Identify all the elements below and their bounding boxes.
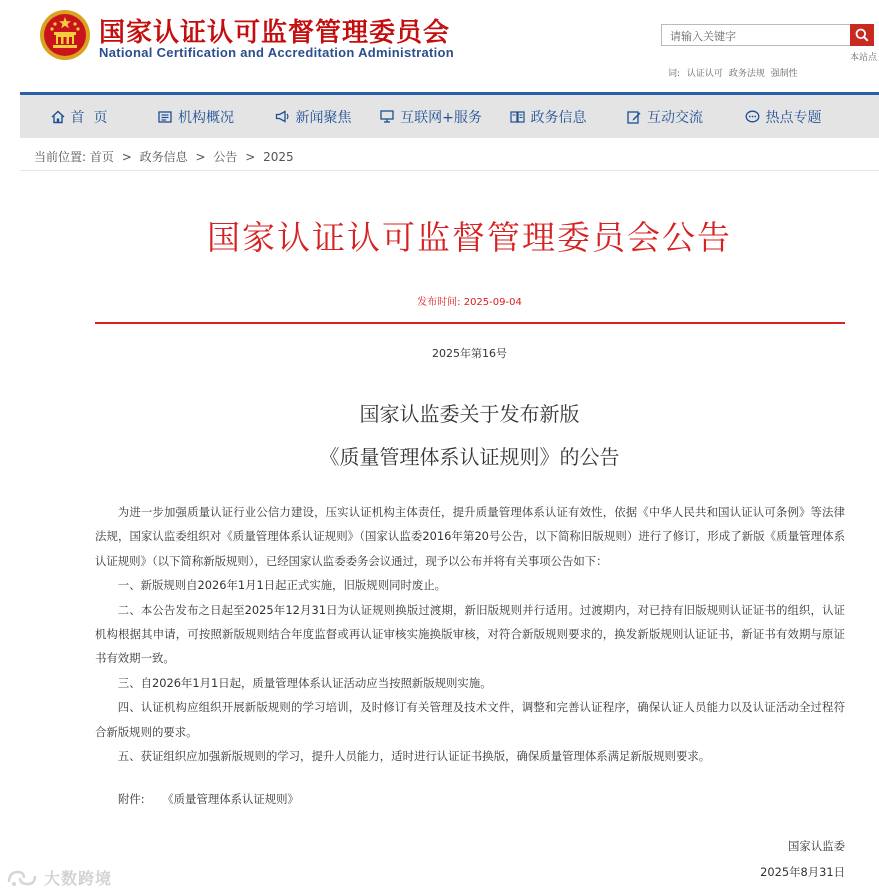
nav-item-hot-topics[interactable] (724, 95, 842, 138)
announcement-subtitle-line2: 《质量管理体系认证规则》的公告 (319, 445, 620, 469)
article-title: 国家认证认可监督管理委员会公告 (207, 218, 732, 257)
breadcrumb-separator: > (195, 150, 206, 164)
title-divider (95, 322, 845, 324)
main-nav (20, 95, 879, 138)
breadcrumb (34, 148, 294, 165)
nav-item-label: 新闻聚焦 (295, 109, 352, 126)
edit-icon (627, 110, 641, 124)
body-paragraph: 为进一步加强质量认证行业公信力建设，压实认证机构主体责任，提升质量管理体系认证有效性，依据《中华人民共和国认证认可条例》等法律法规，国家认监委组织对《质量管理体系认证规则》（国家认监委2016年第20号公告，以下简称旧版规则）进行了修订，形成了新版《质量管理体系认证规则》（以下简称新版规则），已经国家认监委委务会议通过，现予以公布并将有关事项公告如下： (95, 505, 845, 568)
nav-item-internet-services[interactable] (372, 95, 490, 138)
search-button[interactable] (850, 24, 874, 46)
search-box (661, 24, 851, 46)
body-paragraph: 五、获证组织应加强新版规则的学习，提升人员能力，适时进行认证证书换版，确保质量管理体系满足新版规则要求。 (117, 749, 711, 764)
nav-item-label: 热点专题 (765, 109, 822, 126)
attachment (118, 791, 299, 807)
nav-item-label: 政务信息 (530, 109, 587, 126)
nav-item-label: 首 页 (70, 109, 108, 126)
hot-word-link[interactable]: 政务法规 (728, 69, 765, 79)
site-header (0, 0, 879, 92)
search-input[interactable] (662, 27, 850, 47)
nav-item-label: 机构概况 (178, 109, 234, 126)
site-logo-subtitle[interactable]: National Certification and Accreditation Administration (99, 45, 455, 60)
sign-date: 2025年8月31日 (760, 865, 845, 879)
attachment-link[interactable]: 《质量管理体系认证规则》 (162, 792, 299, 806)
hot-words-label: 词: (668, 69, 681, 79)
breadcrumb-separator: > (121, 150, 132, 164)
nav-item-label: 互联网+服务 (400, 109, 482, 126)
body-paragraph: 四、认证机构应组织开展新版规则的学习培训，及时修订有关管理及技术文件，调整和完善认证程序，确保认证人员能力以及认证活动全过程符合新版规则的要求。 (95, 700, 845, 739)
announcement-subtitle-line1: 国家认监委关于发布新版 (359, 402, 580, 426)
nav-item-government-info[interactable] (490, 95, 606, 138)
body-paragraph: 三、自2026年1月1日起，质量管理体系认证活动应当按照新版规则实施。 (117, 675, 492, 690)
search-scope-label[interactable]: 本站点 (850, 53, 878, 63)
nav-item-organization[interactable] (138, 95, 254, 138)
breadcrumb-link-year[interactable]: 2025 (263, 150, 294, 164)
search-icon (855, 28, 869, 42)
watermark-text: 大数跨境 (44, 869, 113, 888)
breadcrumb-prefix: 当前位置: (34, 150, 87, 164)
nav-item-home[interactable] (20, 95, 138, 138)
megaphone-icon (275, 110, 290, 123)
breadcrumb-link-announcements[interactable]: 公告 (213, 150, 238, 164)
watermark (6, 866, 112, 889)
hot-word-link[interactable]: 强制性 (770, 69, 798, 79)
signer: 国家认监委 (788, 839, 845, 853)
hot-words (668, 66, 801, 79)
breadcrumb-separator: > (245, 150, 256, 164)
national-emblem-icon[interactable] (39, 8, 91, 64)
document-number: 2025年第16号 (432, 347, 507, 360)
nav-item-interaction[interactable] (606, 95, 724, 138)
nav-item-news[interactable] (254, 95, 372, 138)
watermark-logo-icon (6, 868, 38, 888)
org-icon (158, 111, 172, 123)
body-paragraph: 一、新版规则自2026年1月1日起正式实施，旧版规则同时废止。 (117, 578, 447, 593)
body-paragraph: 二、本公告发布之日起至2025年12月31日为认证规则换版过渡期，新旧版规则并行适用。过渡期内，对已持有旧版规则认证证书的组织，认证机构根据其申请，可按照新版规则结合年度监督或再认证审核实施换版审核，对符合新版规则要求的，换发新版规则认证证书，新证书有效期与原证书有效期一致。 (95, 602, 845, 666)
nav-item-label: 互动交流 (647, 109, 703, 126)
publish-date: 发布时间: 2025-09-04 (417, 297, 522, 308)
article-body (95, 500, 845, 768)
site-logo-title[interactable]: 国家认证认可监督管理委员会 (99, 18, 451, 48)
attachment-label: 附件: (118, 792, 145, 806)
chat-icon (745, 110, 760, 124)
document-icon (510, 111, 525, 123)
breadcrumb-link-gov-info[interactable]: 政务信息 (139, 150, 188, 164)
monitor-icon (380, 110, 394, 123)
breadcrumb-divider (20, 170, 879, 171)
hot-word-link[interactable]: 认证认可 (686, 69, 723, 79)
home-icon (51, 110, 65, 124)
breadcrumb-link-home[interactable]: 首页 (89, 150, 114, 164)
